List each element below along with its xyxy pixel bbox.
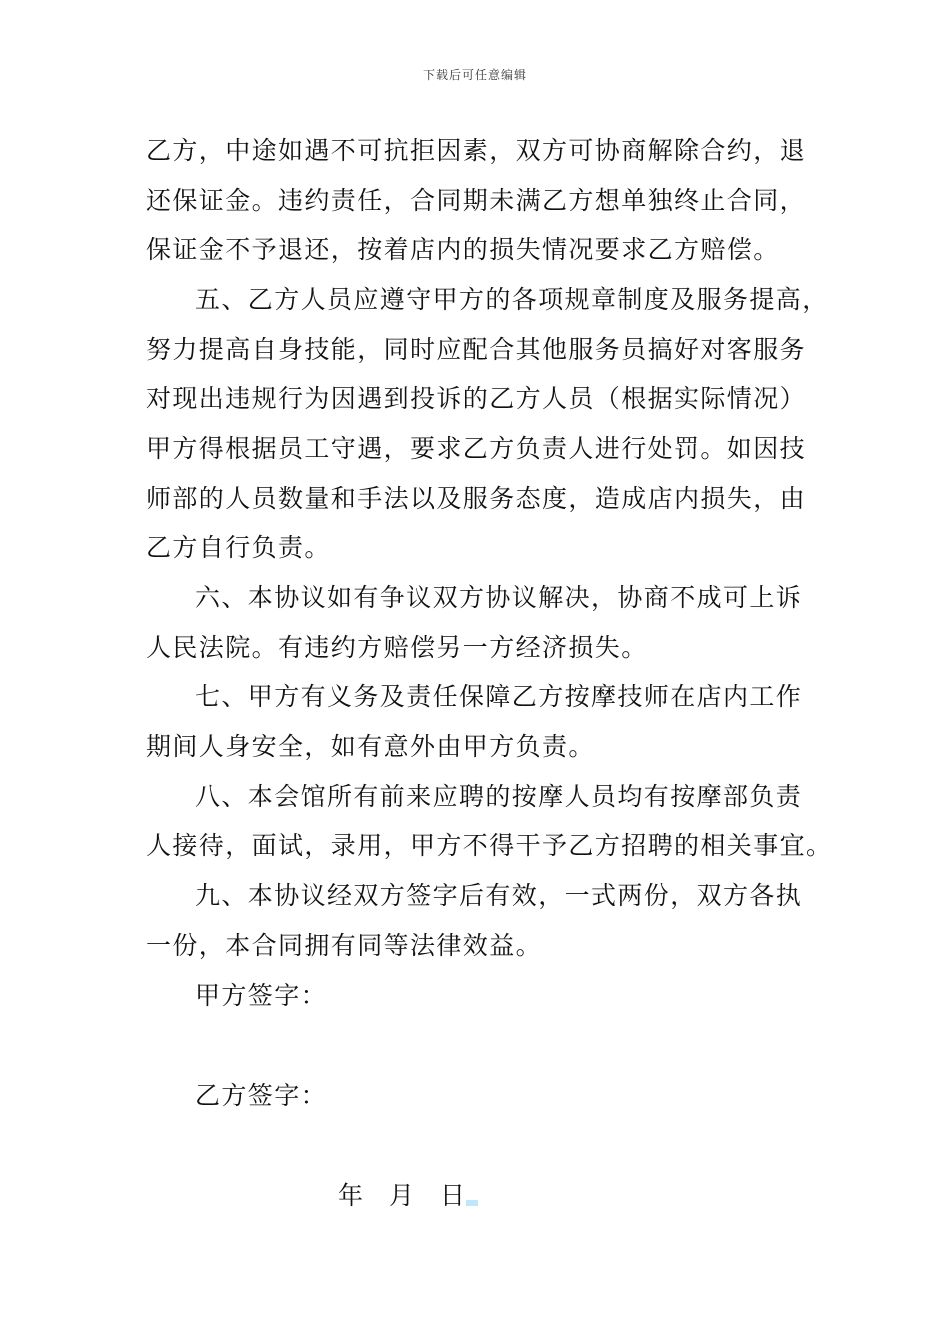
body-line: 人民法院。有违约方赔偿另一方经济损失。: [146, 633, 648, 662]
date-year-label: 年: [338, 1181, 364, 1210]
body-line: 人接待，面试，录用，甲方不得干予乙方招聘的相关事宜。: [146, 831, 833, 860]
body-line: 保证金不予退还，按着店内的损失情况要求乙方赔偿。: [146, 235, 780, 264]
clause-5-line: 五、乙方人员应遵守甲方的各项规章制度及服务提高，: [195, 285, 829, 314]
body-line: 师部的人员数量和手法以及服务态度，造成店内损失，由: [146, 484, 807, 513]
body-line: 期间人身安全，如有意外由甲方负责。: [146, 732, 595, 761]
clause-9-line: 九、本协议经双方签字后有效，一式两份，双方各执: [195, 881, 803, 910]
clause-8-line: 八、本会馆所有前来应聘的按摩人员均有按摩部负责: [195, 782, 803, 811]
text-cursor-highlight: [466, 1200, 478, 1206]
clause-6-line: 六、本协议如有争议双方协议解决，协商不成可上诉: [195, 583, 803, 612]
date-line: [338, 1181, 478, 1211]
body-line: 努力提高自身技能，同时应配合其他服务员搞好对客服务: [146, 335, 807, 364]
party-a-signature-label: 甲方签字：: [195, 981, 328, 1010]
date-month-label: 月: [389, 1181, 415, 1210]
clause-7-line: 七、甲方有义务及责任保障乙方按摩技师在店内工作: [195, 682, 803, 711]
body-line: 乙方，中途如遇不可抗拒因素，双方可协商解除合约，退: [146, 136, 807, 165]
body-line: 乙方自行负责。: [146, 533, 331, 562]
party-b-signature-label: 乙方签字：: [195, 1081, 328, 1110]
body-line: 甲方得根据员工守遇，要求乙方负责人进行处罚。如因技: [146, 434, 807, 463]
body-line: 对现出违规行为因遇到投诉的乙方人员（根据实际情况）: [146, 384, 807, 413]
date-day-label: 日: [440, 1181, 466, 1210]
page-header-note: 下载后可任意编辑: [422, 68, 527, 82]
body-line: 还保证金。违约责任，合同期未满乙方想单独终止合同，: [146, 186, 807, 215]
body-line: 一份，本合同拥有同等法律效益。: [146, 931, 543, 960]
